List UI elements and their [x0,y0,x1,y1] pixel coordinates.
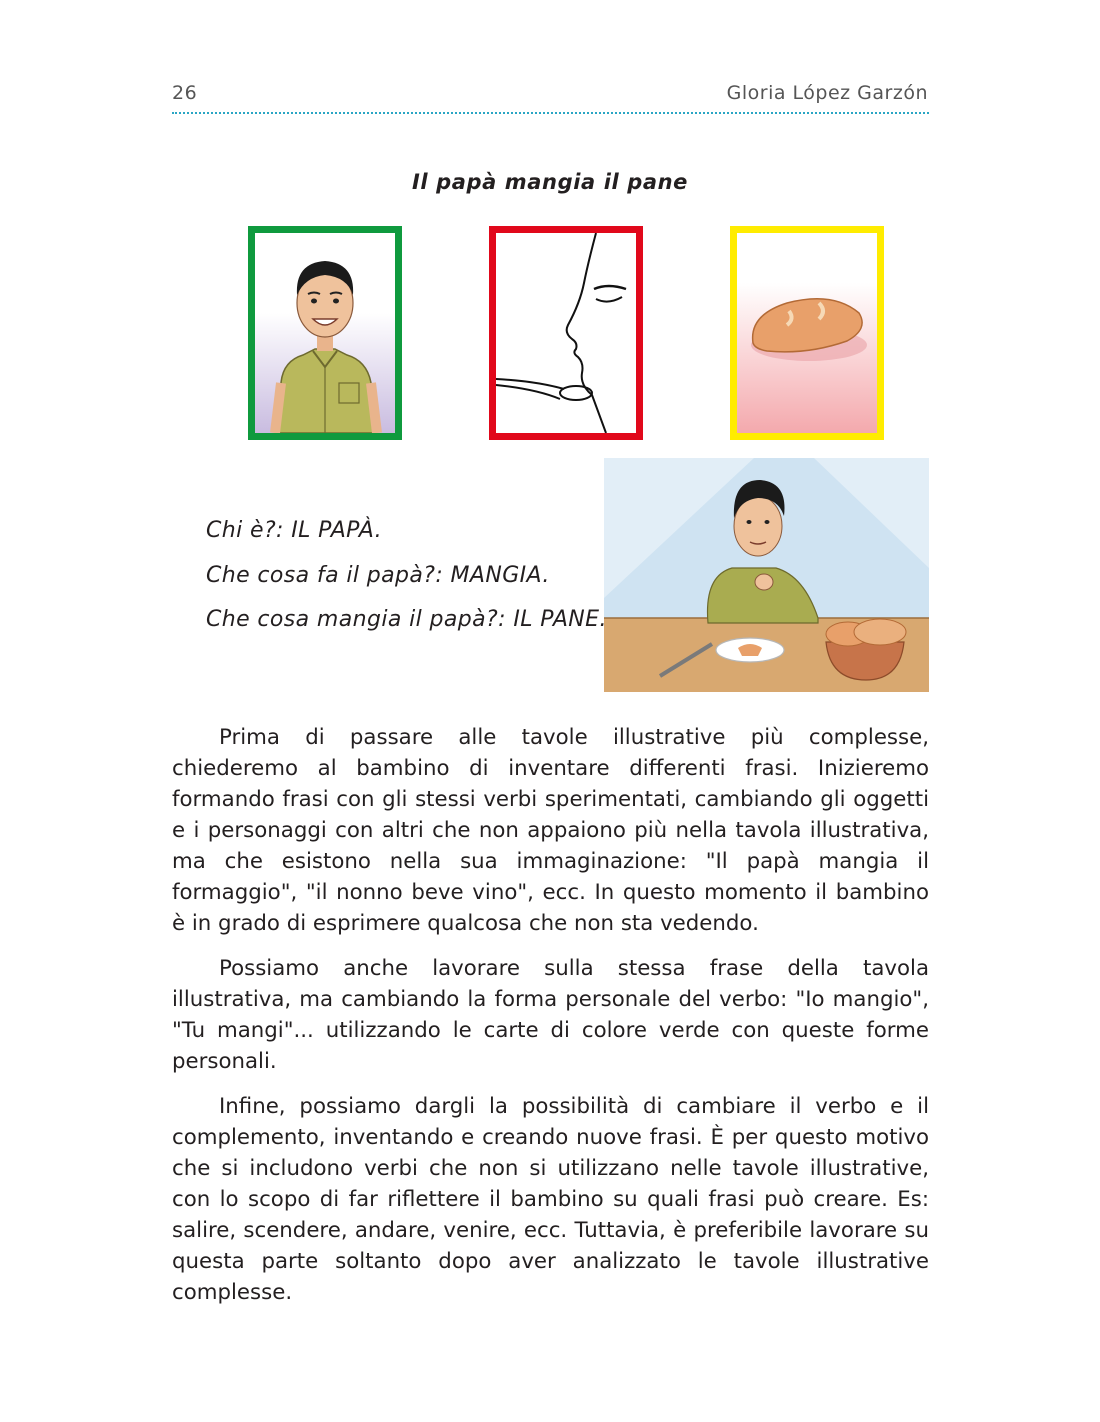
paragraph: Prima di passare alle tavole illustrative più complesse, chiederemo al bambino di inventare differenti frasi. Inizieremo formando frasi con gli stessi verbi sperimentati, cambiando gli oggetti e i personaggi con altri che non appaiono più nella tavola illustrativa, ma che esistono nella sua immaginazione: "Il papà mangia il formaggio", "il nonno beve vino", ecc. In questo momento il bambino è in grado di esprimere qualcosa che non sta vedendo. [172,725,929,936]
bread-icon [737,233,877,433]
father-eating-bread-icon [604,458,929,692]
question-who: Chi è?: IL PAPÀ. [206,518,383,543]
object-card [730,226,884,440]
paragraph: Infine, possiamo dargli la possibilità di cambiare il verbo e il complemento, inventando e creando nuove frasi. È per questo motivo che si includono verbi che non si utilizzano nelle tavole illustrative, con lo scopo di far riflettere il bambino su quali frasi può creare. Es: salire, scendere, andare, venire, ecc. Tuttavia, è preferibile lavorare su questa parte soltanto dopo aver analizzato le tavole illustrative complesse. [172,1094,929,1305]
header-divider [172,112,929,114]
scene-illustration [604,458,929,692]
running-header-author: Gloria López Garzón [726,82,928,104]
page-number: 26 [172,82,198,104]
father-icon [255,233,395,433]
sentence-title: Il papà mangia il pane [411,170,689,194]
question-what-does: Che cosa fa il papà?: MANGIA. [206,563,550,588]
subject-card [248,226,402,440]
paragraph: Possiamo anche lavorare sulla stessa frase della tavola illustrativa, ma cambiando la forma personale del verbo: "Io mangio", "Tu mangi"... utilizzando le carte di colore verde con queste forme personali. [172,956,929,1074]
verb-card [489,226,643,440]
question-what-eats: Che cosa mangia il papà?: IL PANE. [206,607,607,632]
eating-face-icon [496,233,636,433]
body-text [172,722,929,1322]
